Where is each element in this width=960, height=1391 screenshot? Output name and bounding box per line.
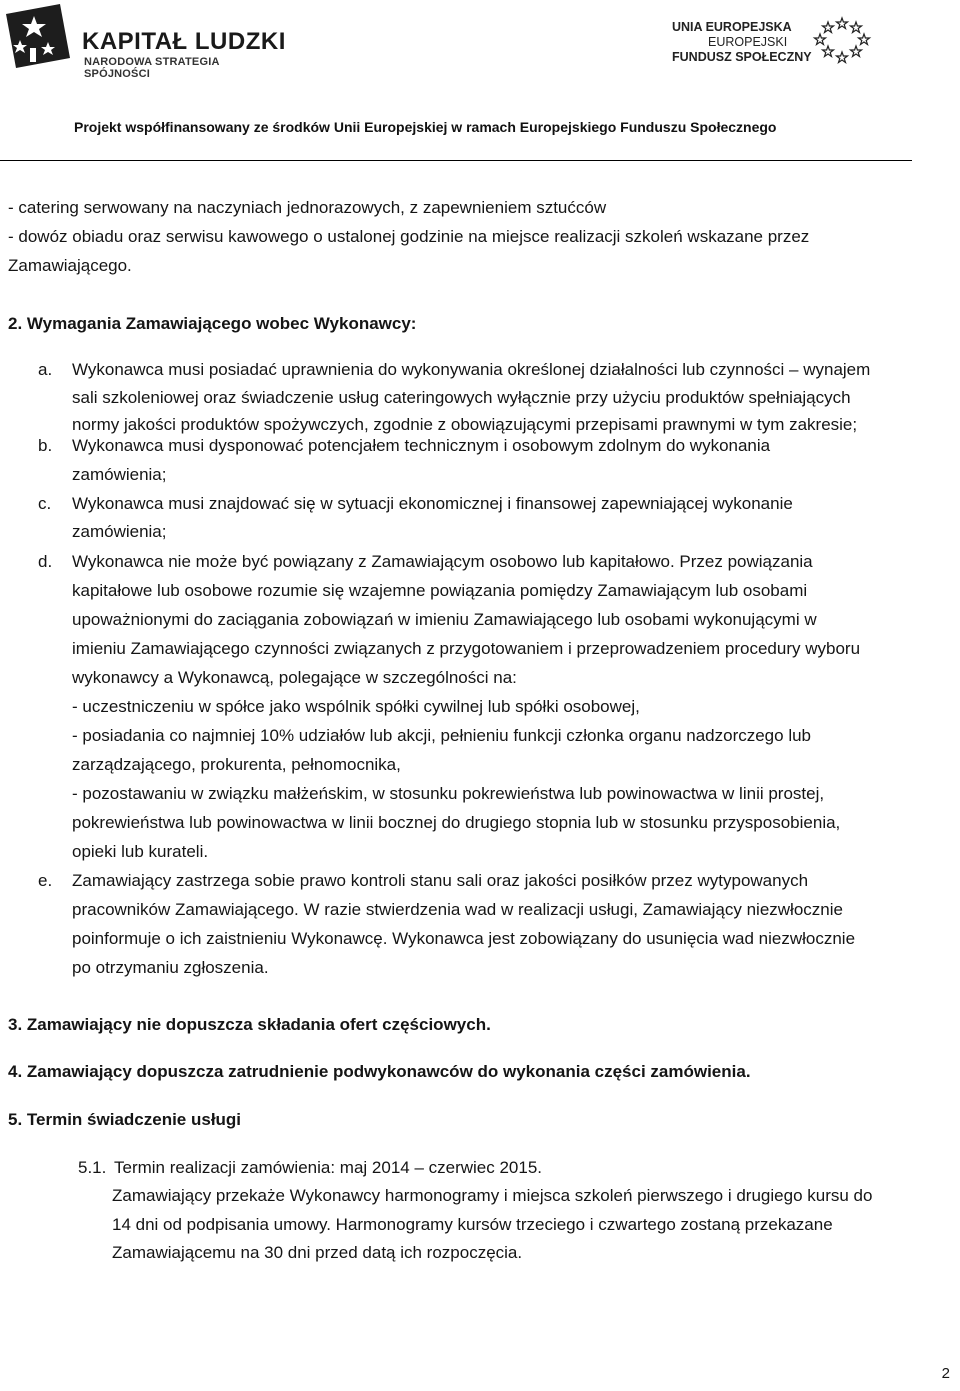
- item-d-line: zarządzającego, prokurenta, pełnomocnika,: [72, 755, 401, 774]
- item-b-line: Wykonawca musi dysponować potencjałem technicznym i osobowym zdolnym do wykonania: [72, 436, 771, 455]
- project-cofinancing-line: Projekt współfinansowany ze środków Unii Europejskiej w ramach Europejskiego Funduszu Społecznego: [74, 119, 777, 135]
- subsection-5-1-line: Zamawiający przekaże Wykonawcy harmonogramy i miejsca szkoleń pierwszego i drugiego kursu do: [112, 1186, 873, 1205]
- item-e-marker: e.: [38, 871, 53, 890]
- intro-line: - dowóz obiadu oraz serwisu kawowego o ustalonej godzinie na miejsce realizacji szkoleń wskazane przez: [8, 227, 810, 246]
- item-a-line: normy jakości produktów spożywczych, zgodnie z obowiązującymi przepisami prawnymi w tym zakresie;: [72, 415, 858, 434]
- item-d-line: opieki lub kurateli.: [72, 842, 209, 861]
- item-e-line: Zamawiający zastrzega sobie prawo kontroli stanu sali oraz jakości posiłków przez wytypowanych: [72, 871, 809, 890]
- kapital-ludzki-logo: [6, 4, 286, 80]
- subsection-5-1-line: 14 dni od podpisania umowy. Harmonogramy kursów trzeciego i czwartego zostaną przekazane: [112, 1215, 833, 1234]
- item-d-line: upoważnionymi do zaciągania zobowiązań w imieniu Zamawiającego lub osobami wykonującymi w: [72, 610, 817, 629]
- subsection-5-1-number: 5.1.: [78, 1158, 107, 1177]
- item-a-line: sali szkoleniowej oraz świadczenie usług cateringowych wyłącznie przy użyciu produktów spełniających: [72, 388, 851, 407]
- ue-line-3: FUNDUSZ SPOŁECZNY: [672, 50, 812, 64]
- item-d-line: - pozostawaniu w związku małżeńskim, w stosunku pokrewieństwa lub powinowactwa w linii prostej,: [72, 784, 825, 803]
- item-b-marker: b.: [38, 436, 53, 455]
- item-a-line: Wykonawca musi posiadać uprawnienia do wykonywania określonej działalności lub czynności – wynajem: [72, 360, 871, 379]
- item-d-marker: d.: [38, 552, 53, 571]
- item-d-line: wykonawcy a Wykonawcą, polegające w szczególności na:: [72, 668, 517, 687]
- subsection-5-1-title: Termin realizacji zamówienia: maj 2014 – czerwiec 2015.: [114, 1158, 543, 1177]
- item-c-marker: c.: [38, 494, 52, 513]
- intro-line: - catering serwowany na naczyniach jednorazowych, z zapewnieniem sztućców: [8, 198, 607, 217]
- item-a-marker: a.: [38, 360, 53, 379]
- header-divider: [0, 160, 912, 161]
- ue-line-2: EUROPEJSKI: [708, 35, 788, 49]
- unia-europejska-logo: [672, 14, 948, 70]
- item-d-line: Wykonawca nie może być powiązany z Zamawiającym osobowo lub kapitałowo. Przez powiązania: [72, 552, 813, 571]
- item-d-line: - uczestniczeniu w spółce jako wspólnik spółki cywilnej lub spółki osobowej,: [72, 697, 640, 716]
- kapital-ludzki-emblem-icon: [6, 4, 70, 68]
- item-c-line: zamówienia;: [72, 522, 167, 541]
- section-3-heading: 3. Zamawiający nie dopuszcza składania ofert częściowych.: [8, 1015, 491, 1034]
- section-2-heading: 2. Wymagania Zamawiającego wobec Wykonawcy:: [8, 314, 417, 333]
- item-e-line: poinformuje o ich zaistnieniu Wykonawcę. Wykonawca jest zobowiązany do usunięcia wad niezwłocznie: [72, 929, 856, 948]
- kapital-ludzki-title: KAPITAŁ LUDZKI: [82, 28, 286, 55]
- eu-stars-icon: [810, 14, 874, 70]
- item-d-line: - posiadania co najmniej 10% udziałów lub akcji, pełnieniu funkcji członka organu nadzorczego lub: [72, 726, 812, 745]
- intro-line: Zamawiającego.: [8, 256, 132, 275]
- subsection-5-1-line: Zamawiającemu na 30 dni przed datą ich rozpoczęcia.: [112, 1243, 523, 1262]
- item-e-line: po otrzymaniu zgłoszenia.: [72, 958, 269, 977]
- item-d-line: imieniu Zamawiającego czynności związanych z przygotowaniem i przeprowadzeniem procedury wyboru: [72, 639, 861, 658]
- section-5-heading: 5. Termin świadczenie usługi: [8, 1110, 242, 1129]
- ue-line-1: UNIA EUROPEJSKA: [672, 20, 792, 34]
- item-d-line: kapitałowe lub osobowe rozumie się wzajemne powiązania pomiędzy Zamawiającym lub osobami: [72, 581, 808, 600]
- item-e-line: pracowników Zamawiającego. W razie stwierdzenia wad w realizacji usługi, Zamawiający niezwłocznie: [72, 900, 843, 919]
- kapital-ludzki-subtitle: NARODOWA STRATEGIA SPÓJNOŚCI: [84, 56, 220, 80]
- item-c-line: Wykonawca musi znajdować się w sytuacji ekonomicznej i finansowej zapewniającej wykonanie: [72, 494, 793, 513]
- page-number: 2: [941, 1365, 950, 1382]
- item-b-line: zamówienia;: [72, 465, 167, 484]
- section-4-heading: 4. Zamawiający dopuszcza zatrudnienie podwykonawców do wykonania części zamówienia.: [8, 1062, 751, 1081]
- item-d-line: pokrewieństwa lub powinowactwa w linii bocznej do drugiego stopnia lub w stosunku przysposobienia,: [72, 813, 841, 832]
